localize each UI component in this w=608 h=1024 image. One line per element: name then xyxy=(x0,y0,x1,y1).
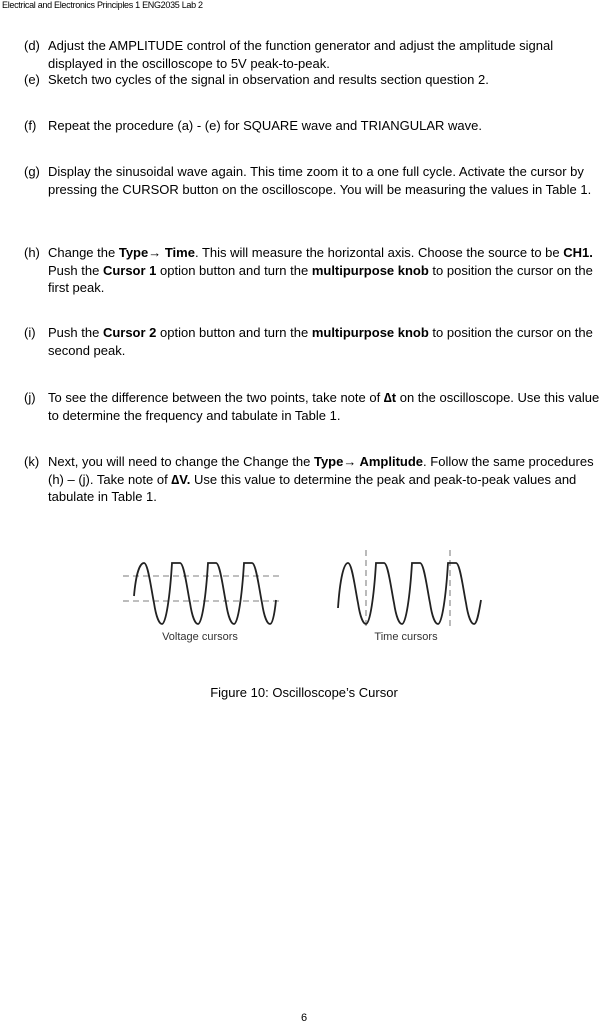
step-text xyxy=(48,324,604,359)
bold-text-segment: Cursor 1 xyxy=(102,262,157,278)
step-label: (e) xyxy=(24,72,40,87)
text-segment: Use this value to determine the peak and peak-to-peak values and tabulate in Table 1. xyxy=(48,471,577,504)
step-label: (f) xyxy=(24,118,37,133)
step-text xyxy=(48,453,604,506)
text-segment: . This will measure the horizontal axis. Choose the source to be xyxy=(194,245,564,260)
step-i xyxy=(24,324,604,359)
text-segment: Push the xyxy=(48,262,103,278)
text-segment: Repeat the procedure (a) - (e) for SQUARE wave and TRIANGULAR wave. xyxy=(48,118,482,133)
text-segment: option button and turn the xyxy=(156,325,312,340)
page-header: Electrical and Electronics Principles 1 ENG2035 Lab 2 xyxy=(2,0,203,10)
step-label: (d) xyxy=(24,38,40,53)
step-label: (i) xyxy=(24,325,36,340)
bold-text-segment: multipurpose knob xyxy=(311,262,429,278)
step-j xyxy=(24,389,604,424)
time-cursors-label: Time cursors xyxy=(374,631,438,643)
step-d xyxy=(24,37,604,72)
bold-text-segment: Type xyxy=(118,245,149,260)
step-e xyxy=(24,71,604,89)
voltage-cursors-label: Voltage cursors xyxy=(162,631,238,643)
text-segment: Push the xyxy=(48,325,103,340)
text-segment: on the oscilloscope. Use this value to determine the frequency and tabulate in Table 1. xyxy=(48,390,600,423)
text-segment: Adjust the AMPLITUDE control of the function generator and adjust the amplitude signal displayed in the oscilloscope to 5V peak-to-peak. xyxy=(48,38,554,71)
text-segment: To see the difference between the two points, take note of xyxy=(48,390,384,405)
step-k xyxy=(24,453,604,506)
text-segment: to position the cursor on the first peak. xyxy=(48,262,593,295)
page-number: 6 xyxy=(300,1012,308,1024)
step-text xyxy=(48,244,604,297)
step-g xyxy=(24,163,604,198)
text-segment: Change the xyxy=(48,245,119,260)
time-sine-wave xyxy=(338,563,481,624)
step-label: (j) xyxy=(24,390,36,405)
step-f xyxy=(24,117,604,135)
step-label: (g) xyxy=(24,164,40,179)
step-text xyxy=(48,163,604,198)
bold-text-segment: Type xyxy=(313,454,344,469)
text-segment: Display the sinusoidal wave again. This time zoom it to a one full cycle. Activate the cursor by pressing the CURSOR button on the oscilloscope. You will be measuring the values in Table 1. xyxy=(48,164,592,197)
step-text xyxy=(48,117,604,135)
step-text xyxy=(48,71,604,89)
cursor-diagram xyxy=(118,548,498,648)
step-h xyxy=(24,244,604,297)
text-segment: Sketch two cycles of the signal in observation and results section question 2. xyxy=(48,72,489,87)
bold-text-segment: ∆V. xyxy=(171,471,191,487)
bold-text-segment: multipurpose knob xyxy=(311,325,429,340)
step-text xyxy=(48,37,604,72)
voltage-sine-wave xyxy=(134,563,276,624)
bold-text-segment: → Amplitude xyxy=(343,454,424,469)
bold-text-segment: → Time xyxy=(148,245,195,260)
step-label: (k) xyxy=(24,454,40,469)
step-label: (h) xyxy=(24,245,40,260)
text-segment: option button and turn the xyxy=(156,262,312,278)
text-segment: Next, you will need to change the Change the xyxy=(48,454,314,469)
bold-text-segment: CH1. xyxy=(563,245,593,260)
figure-caption: Figure 10: Oscilloscope’s Cursor xyxy=(210,685,398,700)
text-segment: to position the cursor on the second peak. xyxy=(48,325,593,358)
oscilloscope-cursor-figure xyxy=(118,548,498,648)
step-text xyxy=(48,389,604,424)
bold-text-segment: ∆t xyxy=(383,390,397,405)
bold-text-segment: Cursor 2 xyxy=(102,325,157,340)
text-segment: . Follow the same procedures (h) – (j). Take note of xyxy=(48,454,594,487)
